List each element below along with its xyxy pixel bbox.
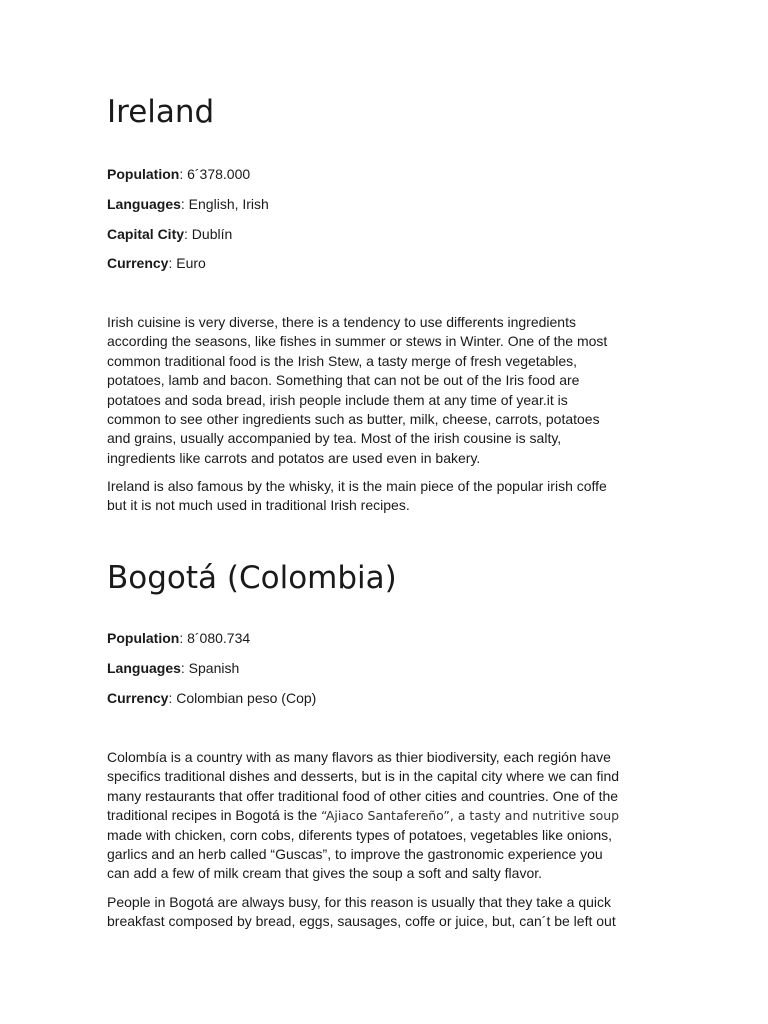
ajiaco-quote: “Ajiaco Santafereño”, a tasty and nutritive soup — [321, 808, 620, 824]
population-label: Population — [107, 630, 180, 646]
languages-label: Languages — [107, 196, 181, 212]
currency-label: Currency — [107, 690, 169, 706]
paragraph-line: Irish cuisine is very diverse, there is a tendency to use differents ingredients — [107, 314, 576, 330]
ireland-cuisine-paragraph — [107, 313, 667, 468]
paragraph-line: and grains, usually accompanied by tea. Most of the irish cousine is salty, — [107, 430, 562, 447]
bogota-currency — [107, 689, 316, 707]
paragraph-line: specifics traditional dishes and desserts, but is in the capital city where we can find — [107, 768, 620, 785]
paragraph-line: potatoes, lamb and bacon. Something that can not be out of the Iris food are — [107, 372, 580, 389]
paragraph-line: garlics and an herb called “Guscas”, to improve the gastronomic experience you — [107, 846, 603, 863]
bogota-breakfast-paragraph — [107, 893, 667, 932]
paragraph-line-start: traditional recipes in Bogotá is the — [107, 807, 322, 824]
currency-value: : Colombian peso (Cop) — [168, 690, 317, 706]
population-value: : 8´080.734 — [179, 630, 251, 646]
paragraph-line: Colombía is a country with as many flavors as thier biodiversity, each región have — [107, 749, 611, 765]
paragraph-line: breakfast composed by bread, eggs, sausages, coffe or juice, but, can´t be left out — [107, 913, 616, 930]
bogota-languages — [107, 659, 239, 677]
paragraph-line: potatoes and soda bread, irish people include them at any time of year.it is — [107, 391, 568, 408]
paragraph-line: according the seasons, like fishes in summer or stews in Winter. One of the most — [107, 333, 608, 350]
ireland-whisky-paragraph — [107, 477, 667, 516]
paragraph-line: can add a few of milk cream that gives the soup a soft and salty flavor. — [107, 865, 543, 882]
languages-label: Languages — [107, 660, 181, 676]
ireland-currency — [107, 254, 206, 272]
bogota-heading: Bogotá (Colombia) — [107, 560, 397, 596]
paragraph-line: common traditional food is the Irish Stew, a tasty merge of fresh vegetables, — [107, 352, 578, 369]
paragraph-line: Ireland is also famous by the whisky, it is the main piece of the popular irish coffe — [107, 478, 607, 494]
languages-value: : Spanish — [180, 660, 240, 676]
paragraph-line: common to see other ingredients such as butter, milk, cheese, carrots, potatoes — [107, 411, 600, 428]
population-value: : 6´378.000 — [179, 166, 251, 182]
paragraph-line: People in Bogotá are always busy, for this reason is usually that they take a quick — [107, 894, 612, 910]
paragraph-line: many restaurants that offer traditional food of other cities and countries. One of the — [107, 787, 619, 804]
bogota-cuisine-paragraph — [107, 748, 667, 884]
population-label: Population — [107, 166, 180, 182]
ireland-languages — [107, 195, 269, 213]
currency-value: : Euro — [168, 255, 206, 271]
paragraph-line: ingredients like carrots and potatos are used even in bakery. — [107, 449, 481, 466]
bogota-population — [107, 629, 250, 647]
currency-label: Currency — [107, 255, 169, 271]
ireland-heading: Ireland — [107, 94, 215, 130]
languages-value: : English, Irish — [180, 196, 269, 212]
capital-label: Capital City — [107, 226, 185, 242]
paragraph-line: but it is not much used in traditional Irish recipes. — [107, 497, 410, 514]
ireland-population — [107, 165, 250, 183]
capital-value: : Dublín — [184, 226, 233, 242]
paragraph-line: made with chicken, corn cobs, diferents types of potatoes, vegetables like onions, — [107, 826, 613, 843]
paragraph-line — [107, 806, 667, 825]
ireland-capital — [107, 225, 232, 243]
